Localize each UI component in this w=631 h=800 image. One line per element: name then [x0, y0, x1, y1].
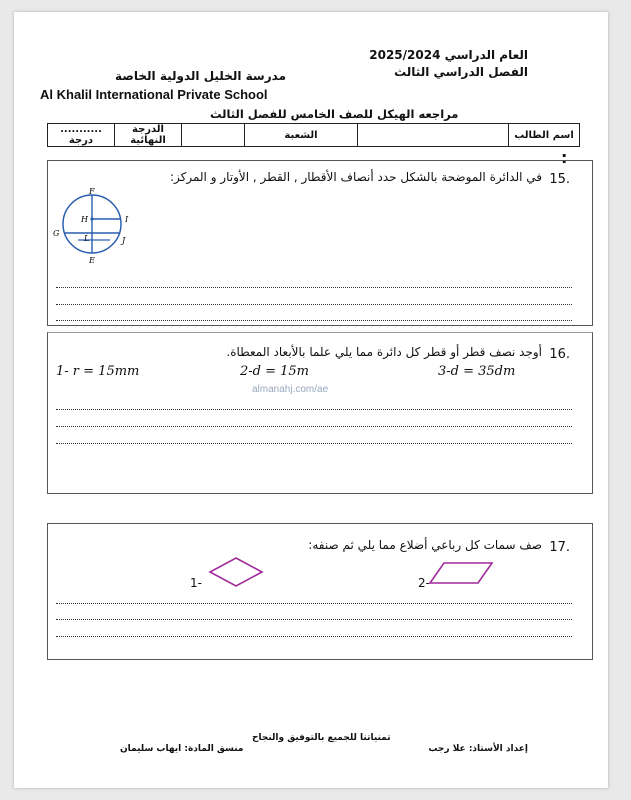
answer-line[interactable] — [56, 304, 572, 305]
answer-line[interactable] — [56, 287, 572, 288]
answer-line[interactable] — [56, 619, 572, 620]
section-value-cell[interactable] — [182, 124, 245, 147]
student-name-label: اسم الطالب — [509, 124, 580, 147]
footer-coordinator: منسق المادة: ايهاب سليمان — [120, 744, 244, 754]
section-label: الشعبة — [245, 124, 358, 147]
question-16-box — [47, 332, 593, 494]
academic-year: العام الدراسي 2025/2024 — [369, 48, 528, 62]
student-name-value-cell[interactable] — [358, 124, 509, 147]
parallelogram-shape — [426, 560, 496, 586]
question-16-text: أوجد نصف قطر أو قطر كل دائرة مما يلي علما بالأبعاد المعطاة. — [226, 345, 542, 359]
year-term-block — [369, 47, 528, 81]
question-15-text: في الدائرة الموضحة بالشكل حدد أنصاف الأقطار , القطر , الأوتار و المركز: — [169, 170, 542, 184]
point-label-h: H — [81, 215, 88, 224]
point-label-j: J — [122, 236, 126, 245]
footer-wishes: تمنياتنا للجميع بالتوفيق والنجاح — [252, 733, 391, 743]
shape-2-label: 2- — [418, 576, 430, 590]
worksheet-page — [14, 12, 608, 788]
student-info-table — [47, 123, 580, 147]
final-grade-label: الدرجة النهائية — [115, 124, 182, 147]
point-label-i: I — [125, 215, 129, 224]
answer-line[interactable] — [56, 636, 572, 637]
item-diameter-35dm: 3-d = 35dm — [438, 364, 516, 379]
colon-mark: : — [561, 148, 568, 167]
question-15-number: 15. — [549, 172, 570, 187]
point-label-l: L — [84, 234, 90, 243]
answer-line[interactable] — [56, 320, 572, 321]
grade-cell: ........... درجة — [48, 124, 115, 147]
circle-diagram — [52, 186, 132, 264]
rhombus-shape — [206, 556, 266, 588]
answer-line[interactable] — [56, 603, 572, 604]
school-name-en: Al Khalil International Private School — [40, 87, 268, 102]
item-diameter-15m: 2-d = 15m — [240, 364, 310, 379]
question-16-number: 16. — [549, 347, 570, 362]
point-label-g: G — [53, 229, 60, 238]
question-17-number: 17. — [549, 540, 570, 555]
center-point — [90, 217, 93, 220]
question-17-text: صف سمات كل رباعي أضلاع مما يلي ثم صنفه: — [308, 538, 542, 552]
school-name-ar: مدرسة الخليل الدولية الخاصة — [115, 69, 286, 83]
watermark-text: almanahj.com/ae — [252, 384, 329, 395]
point-label-f: F — [89, 187, 95, 196]
answer-line[interactable] — [56, 409, 572, 410]
shape-1-label: 1- — [190, 576, 202, 590]
answer-line[interactable] — [56, 426, 572, 427]
point-label-e: E — [89, 256, 95, 264]
term: الفصل الدراسي الثالث — [394, 65, 528, 79]
question-15-box — [47, 160, 593, 326]
footer-prepared-by: إعداد الأستاذ: علا رجب — [428, 744, 528, 754]
answer-line[interactable] — [56, 443, 572, 444]
review-title: مراجعه الهيكل للصف الخامس للفصل الثالث — [210, 107, 459, 121]
question-17-box — [47, 523, 593, 660]
item-radius-15mm: 1- r = 15mm — [56, 364, 140, 379]
